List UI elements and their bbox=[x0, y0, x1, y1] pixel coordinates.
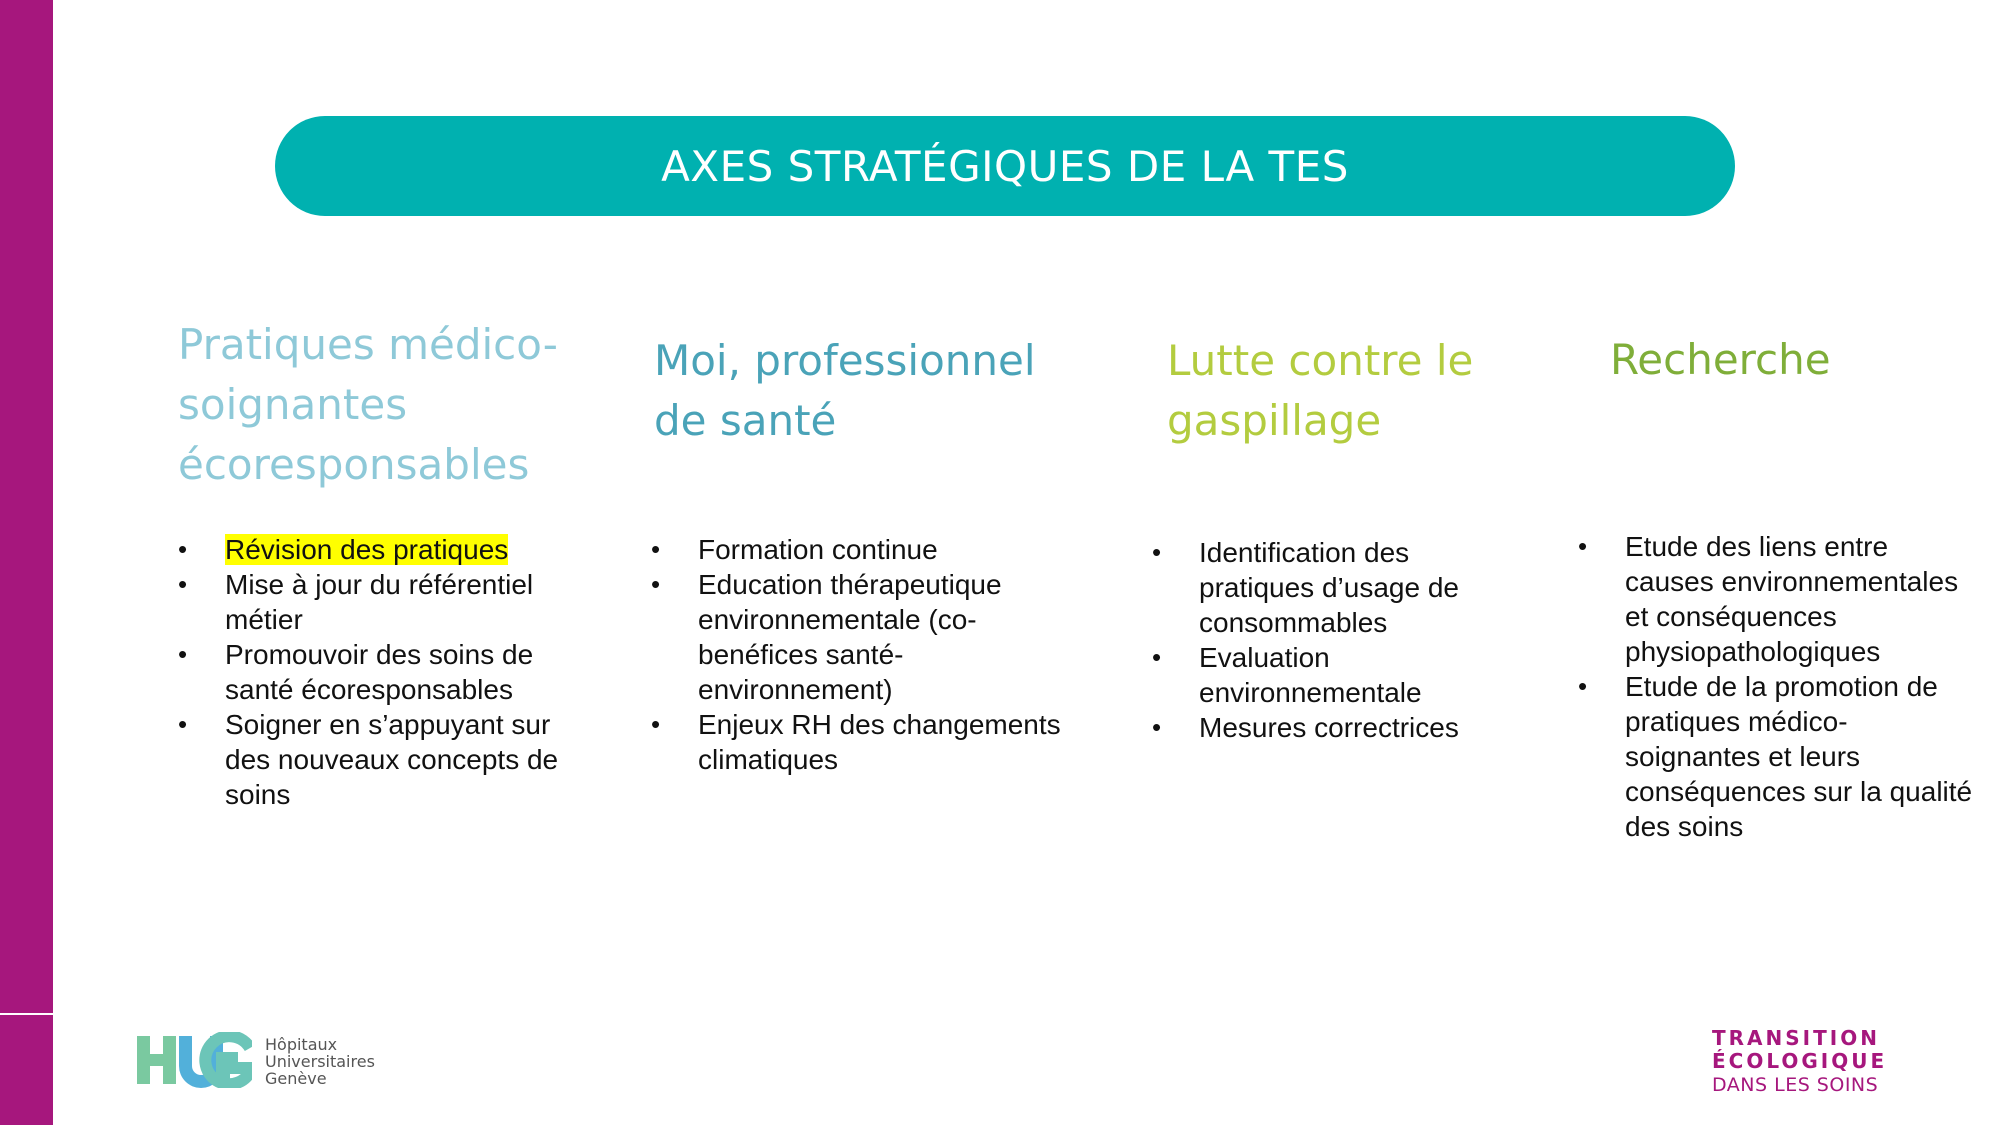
hug-line-3: Genève bbox=[265, 1069, 327, 1088]
highlighted-text: Révision des pratiques bbox=[225, 534, 509, 565]
left-bar-divider bbox=[0, 1013, 53, 1015]
list-item: • Formation continue bbox=[651, 532, 1081, 567]
hug-line-2: Universitaires bbox=[265, 1052, 375, 1071]
tes-logo-line-1: TRANSITION bbox=[1712, 1026, 1880, 1050]
column-heading-pratiques: Pratiques médico-soignantes écoresponsables bbox=[178, 320, 558, 489]
list-item: • Mise à jour du référentiel métier bbox=[178, 567, 568, 637]
left-accent-bar bbox=[0, 0, 53, 1125]
list-item: • Identification des pratiques d’usage de consommables bbox=[1152, 535, 1492, 640]
list-item: • Etude des liens entre causes environnementales et conséquences physiopathologiques bbox=[1578, 529, 1978, 669]
bullet-list-recherche bbox=[1578, 529, 1978, 844]
list-item: • Promouvoir des soins de santé écoresponsables bbox=[178, 637, 568, 707]
list-item: • Etude de la promotion de pratiques médico-soignantes et leurs conséquences sur la qualité des soins bbox=[1578, 669, 1978, 844]
list-item: • Soigner en s’appuyant sur des nouveaux concepts de soins bbox=[178, 707, 568, 812]
column-heading-recherche: Recherche bbox=[1610, 335, 1831, 384]
column-heading-gaspillage: Lutte contre le gaspillage bbox=[1167, 336, 1474, 445]
tes-logo bbox=[1712, 1027, 1972, 1097]
column-heading-professionnel: Moi, professionnel de santé bbox=[654, 336, 1036, 445]
hug-logo bbox=[137, 1032, 377, 1092]
hug-line-1: Hôpitaux bbox=[265, 1035, 338, 1054]
hug-logo-text bbox=[265, 1036, 375, 1087]
slide-title: AXES STRATÉGIQUES DE LA TES bbox=[661, 141, 1349, 191]
list-item: • Mesures correctrices bbox=[1152, 710, 1492, 745]
hug-logo-mark bbox=[137, 1032, 252, 1088]
tes-logo-line-3: DANS LES SOINS bbox=[1712, 1074, 1879, 1096]
title-banner bbox=[275, 116, 1735, 216]
tes-logo-line-2: ÉCOLOGIQUE bbox=[1712, 1049, 1888, 1073]
list-item bbox=[178, 532, 568, 567]
bullet-list-gaspillage bbox=[1152, 535, 1492, 745]
list-item: • Enjeux RH des changements climatiques bbox=[651, 707, 1081, 777]
bullet-list-pratiques bbox=[178, 532, 568, 812]
list-item: • Education thérapeutique environnementale (co-benéfices santé-environnement) bbox=[651, 567, 1081, 707]
bullet-list-professionnel bbox=[651, 532, 1081, 777]
list-item: • Evaluation environnementale bbox=[1152, 640, 1492, 710]
